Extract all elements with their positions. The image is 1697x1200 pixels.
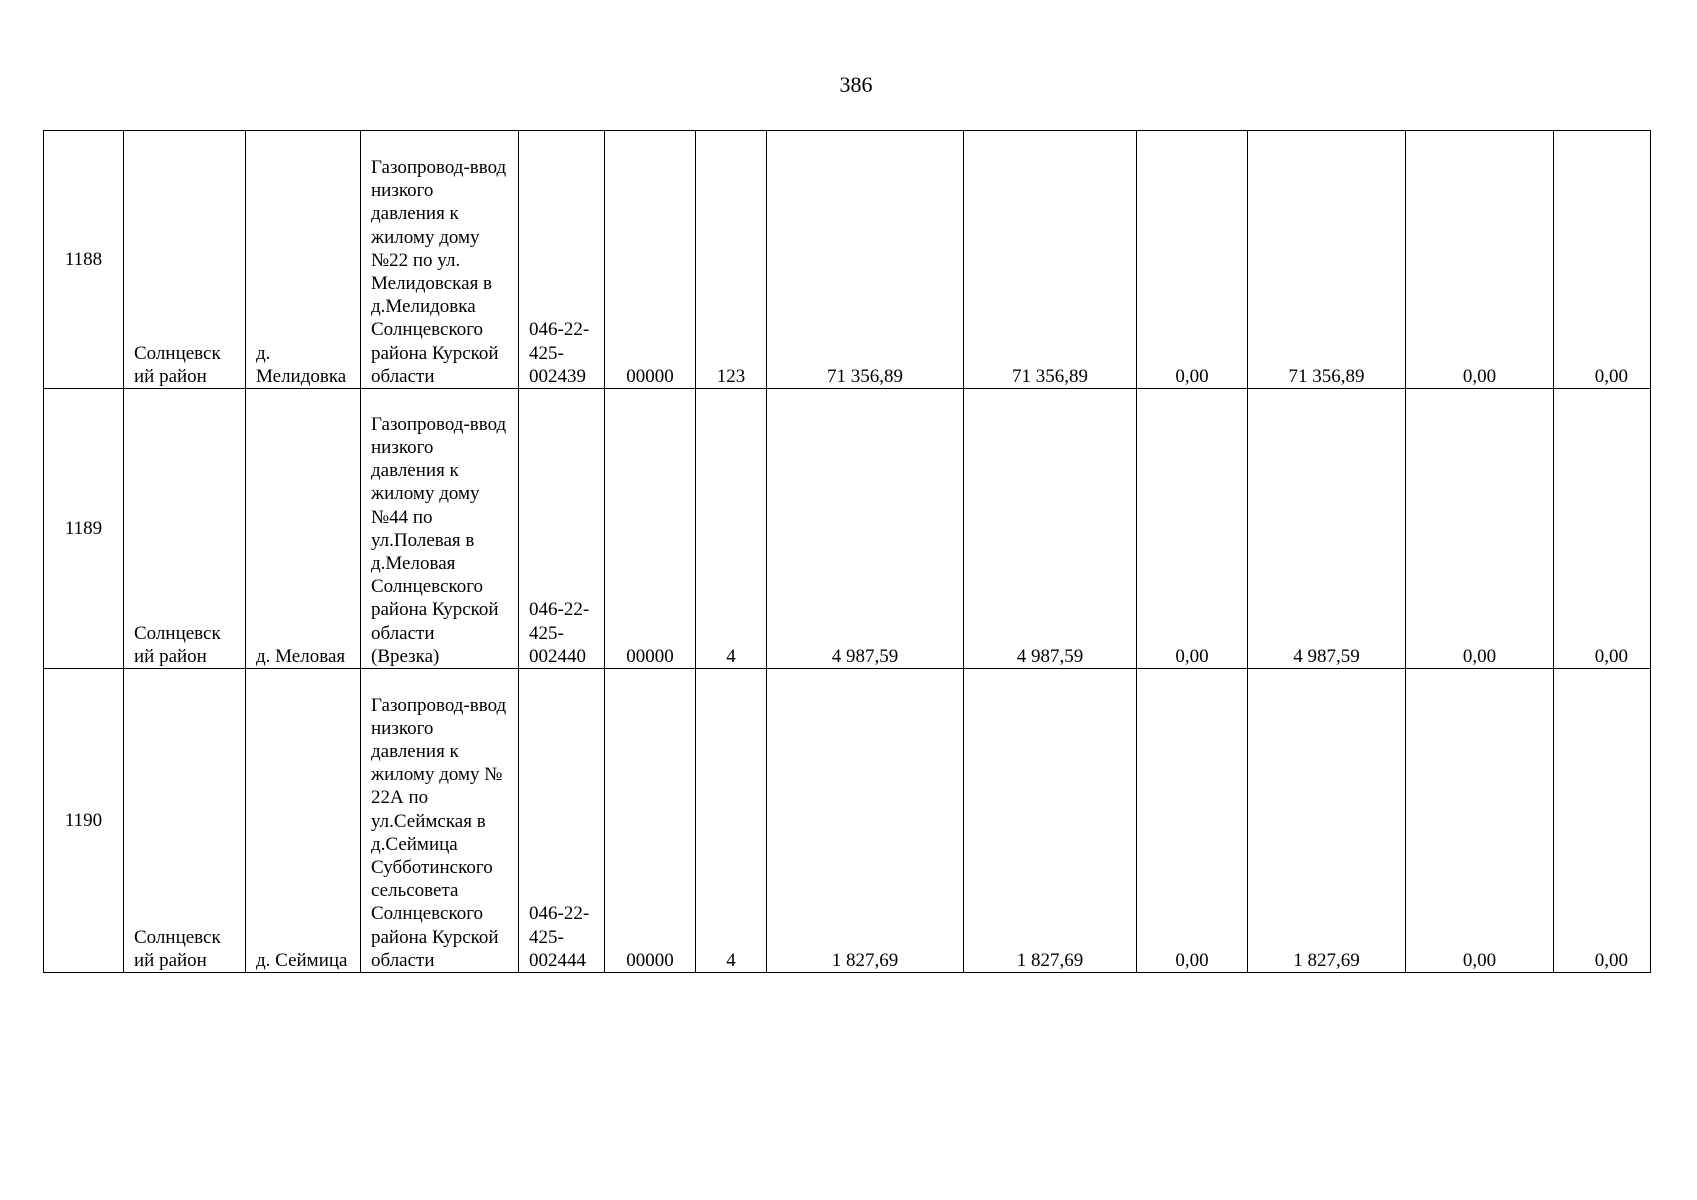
table-row — [44, 669, 1651, 973]
row-number-cell: 1189 — [44, 389, 124, 669]
district-text: Солнцевский район — [134, 926, 221, 971]
locality-text: д. Меловая — [256, 645, 346, 667]
page-number: 386 — [839, 72, 873, 97]
description-cell — [361, 389, 519, 669]
table-row — [44, 131, 1651, 389]
value-cell-6: 0,00 — [1554, 131, 1651, 389]
cadastral-cell — [519, 389, 605, 669]
value-cell-5: 0,00 — [1406, 669, 1554, 973]
code-cell: 00000 — [605, 131, 696, 389]
value-cell-2: 4 987,59 — [964, 389, 1137, 669]
locality-cell — [246, 131, 361, 389]
locality-text: д. Мелидовка — [256, 342, 347, 387]
value-cell-6: 0,00 — [1554, 669, 1651, 973]
code-cell: 00000 — [605, 669, 696, 973]
value-cell-5: 0,00 — [1406, 389, 1554, 669]
registry-table — [43, 130, 1651, 973]
cadastral-text: 046-22-425-002440 — [529, 599, 590, 667]
locality-text: д. Сеймица — [256, 949, 348, 971]
row-number-cell: 1190 — [44, 669, 124, 973]
value-cell-5: 0,00 — [1406, 131, 1554, 389]
length-cell: 4 — [696, 389, 767, 669]
district-cell — [124, 669, 246, 973]
cadastral-text: 046-22-425-002444 — [529, 903, 590, 971]
description-text: Газопровод-ввод низкого давления к жилому дому № 22А по ул.Сеймская в д.Сеймица Субботинского сельсовета Солнцевского района Курской области — [371, 694, 507, 971]
description-cell — [361, 669, 519, 973]
row-number-cell: 1188 — [44, 131, 124, 389]
locality-cell — [246, 389, 361, 669]
length-cell: 4 — [696, 669, 767, 973]
value-cell-2: 71 356,89 — [964, 131, 1137, 389]
code-cell: 00000 — [605, 389, 696, 669]
value-cell-1: 4 987,59 — [767, 389, 964, 669]
value-cell-2: 1 827,69 — [964, 669, 1137, 973]
value-cell-6: 0,00 — [1554, 389, 1651, 669]
district-cell — [124, 131, 246, 389]
length-cell: 123 — [696, 131, 767, 389]
value-cell-1: 71 356,89 — [767, 131, 964, 389]
value-cell-3: 0,00 — [1137, 131, 1248, 389]
description-cell — [361, 131, 519, 389]
district-text: Солнцевский район — [134, 622, 221, 667]
district-text: Солнцевский район — [134, 342, 221, 387]
district-cell — [124, 389, 246, 669]
value-cell-3: 0,00 — [1137, 669, 1248, 973]
table-row — [44, 389, 1651, 669]
cadastral-cell — [519, 131, 605, 389]
value-cell-4: 4 987,59 — [1248, 389, 1406, 669]
value-cell-4: 71 356,89 — [1248, 131, 1406, 389]
locality-cell — [246, 669, 361, 973]
description-text: Газопровод-ввод низкого давления к жилому дому №44 по ул.Полевая в д.Меловая Солнцевского района Курской области (Врезка) — [371, 413, 507, 667]
value-cell-1: 1 827,69 — [767, 669, 964, 973]
description-text: Газопровод-ввод низкого давления к жилому дому №22 по ул. Мелидовская в д.Мелидовка Солнцевского района Курской области — [371, 156, 507, 387]
value-cell-3: 0,00 — [1137, 389, 1248, 669]
value-cell-4: 1 827,69 — [1248, 669, 1406, 973]
cadastral-cell — [519, 669, 605, 973]
cadastral-text: 046-22-425-002439 — [529, 319, 590, 387]
